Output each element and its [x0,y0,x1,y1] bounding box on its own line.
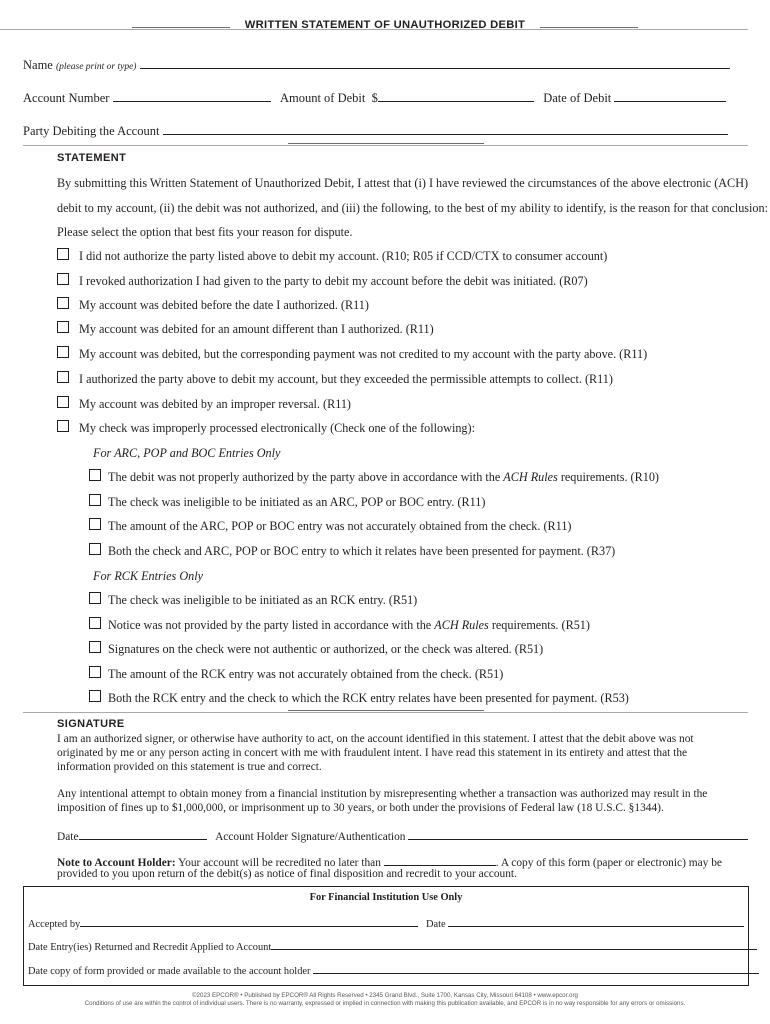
fi-accepted-input[interactable] [80,915,418,927]
rck-label-d: The amount of the RCK entry was not accurately obtained from the check. (R51) [108,667,504,681]
name-field-row [23,57,730,73]
debit-date-label: Date of Debit [543,91,612,105]
title-rule-right [540,27,638,28]
rck-label-e: Both the RCK entry and the check to which the RCK entry relates have been presented for payment. (R53) [108,691,629,705]
account-number-input[interactable] [113,90,271,102]
arc-label-a-em: ACH Rules [503,470,558,484]
fraud-warning-l1: Any intentional attempt to obtain money from a financial institution by misrepresenting whether a transaction was authorized may result in the [57,788,708,800]
fi-date-entry-label: Date Entry(ies) Returned and Recredit Applied to Account [28,942,272,953]
arc-label-b: The check was ineligible to be initiated as an ARC, POP or BOC entry. (R11) [108,495,486,509]
option-checkbox-5[interactable] [57,346,69,358]
amount-label: Amount of Debit [279,91,366,105]
page-title: WRITTEN STATEMENT OF UNAUTHORIZED DEBIT [244,19,526,31]
signature-date-label: Date [57,831,79,843]
arc-label-c: The amount of the ARC, POP or BOC entry was not accurately obtained from the check. (R11) [108,519,572,533]
footer-disclaimer: Conditions of use are within the control of individual users. There is no warranty, expressed or implied in connection with making this publication available, and EPCOR is in no way responsible for any errors or omissions. [84,1000,686,1007]
debit-date-input[interactable] [614,90,726,102]
note-text-b: . A copy of this form (paper or electronic) may be [495,857,722,869]
statement-instruction: Please select the option that best fits your reason for dispute. [57,225,353,239]
party-field-row [23,123,728,139]
arc-label-a [108,470,659,485]
signature-input[interactable] [408,828,748,840]
name-label: Name [23,58,53,72]
note-text-a: Your account will be recredited no later than [178,857,381,869]
rck-label-b-pre: Notice was not provided by the party listed in accordance with the [108,618,432,632]
name-hint: (please print or type) [55,62,137,72]
account-field-row [23,90,726,106]
party-label: Party Debiting the Account [23,124,160,138]
rck-label-b [108,618,590,633]
party-input[interactable] [163,123,728,135]
signature-divider [23,712,748,713]
option-checkbox-6[interactable] [57,371,69,383]
rck-checkbox-e[interactable] [89,690,101,702]
option-checkbox-1[interactable] [57,248,69,260]
statement-rule-center [288,143,484,144]
rck-label-b-em: ACH Rules [434,618,489,632]
fraud-warning-l2: imposition of fines up to $1,000,000, or imprisonment up to 30 years, or both under the provisions of Federal law (18 U.S.C. §1344). [57,802,664,814]
recredit-date-input[interactable] [384,854,496,866]
option-checkbox-3[interactable] [57,297,69,309]
signature-attest-l2: originated by me or any person acting in concert with me with fraudulent intent. I have read this statement in its entirety and attest that the [57,747,688,759]
statement-intro-line1: By submitting this Written Statement of Unauthorized Debit, I attest that (i) I have reviewed the circumstances of the above electronic (ACH) [57,176,749,190]
fi-date-entry-input[interactable] [271,938,757,950]
option-checkbox-4[interactable] [57,321,69,333]
rck-checkbox-a[interactable] [89,592,101,604]
statement-heading: STATEMENT [57,152,127,164]
arc-label-d: Both the check and ARC, POP or BOC entry to which it relates have been presented for payment. (R37) [108,544,616,558]
option-label-6: I authorized the party above to debit my account, but they exceeded the permissible attempts to collect. (R11) [79,372,613,386]
option-label-2: I revoked authorization I had given to the party to debit my account before the debit was initiated. (R07) [79,274,588,288]
fi-accepted-row [28,915,744,930]
option-label-1: I did not authorize the party listed above to debit my account. (R10; R05 if CCD/CTX to consumer account) [79,249,608,263]
arc-checkbox-c[interactable] [89,518,101,530]
option-label-4: My account was debited for an amount different than I authorized. (R11) [79,322,434,336]
rck-label-a: The check was ineligible to be initiated as an RCK entry. (R51) [108,593,418,607]
signature-row [57,828,748,844]
footer-copyright: ©2023 EPCOR® • Published by EPCOR® All Rights Reserved • 2345 Grand Blvd., Suite 1700, Kansas City, Missouri 64108 • www.epcor.org [192,992,578,999]
fi-date-input[interactable] [448,915,744,927]
option-checkbox-8[interactable] [57,420,69,432]
note-line2: provided to you upon return of the debit(s) as notice of final disposition and recredit to your account. [57,868,517,880]
fi-accepted-label: Accepted by [28,919,81,930]
signature-label: Account Holder Signature/Authentication [215,831,406,843]
fi-heading: For Financial Institution Use Only [309,892,463,903]
fi-date-copy-row [28,962,759,977]
rck-label-c: Signatures on the check were not authentic or authorized, or the check was altered. (R51) [108,642,544,656]
arc-checkbox-b[interactable] [89,494,101,506]
note-bold: Note to Account Holder: [57,857,176,869]
option-checkbox-7[interactable] [57,396,69,408]
arc-label-a-pre: The debit was not properly authorized by the party above in accordance with the [108,470,501,484]
account-number-label: Account Number [23,91,110,105]
top-divider [0,29,748,30]
option-label-3: My account was debited before the date I authorized. (R11) [79,298,369,312]
name-input[interactable] [140,57,730,69]
arc-checkbox-a[interactable] [89,469,101,481]
statement-intro-line2: debit to my account, (ii) the debit was not authorized, and (iii) the following, to the best of my ability to identify, is the reason for that conclusion: [57,201,768,215]
arc-subheading: For ARC, POP and BOC Entries Only [93,446,281,460]
amount-currency: $ [371,91,378,105]
rck-checkbox-d[interactable] [89,666,101,678]
statement-divider [23,145,748,146]
rck-subheading: For RCK Entries Only [93,569,204,583]
arc-label-a-post: requirements. (R10) [560,470,659,484]
option-label-5: My account was debited, but the corresponding payment was not credited to my account with the party above. (R11) [79,347,648,361]
fi-date-entry-row [28,938,757,953]
amount-input[interactable] [378,90,534,102]
option-label-8: My check was improperly processed electronically (Check one of the following): [79,421,475,435]
option-checkbox-2[interactable] [57,273,69,285]
fi-date-copy-label: Date copy of form provided or made available to the account holder [28,966,311,977]
signature-attest-l3: information provided on this statement is true and correct. [57,761,322,773]
signature-heading: SIGNATURE [57,718,125,730]
fi-date-copy-input[interactable] [313,962,759,974]
fi-date-label: Date [426,919,446,930]
signature-rule-center [288,710,484,711]
rck-checkbox-c[interactable] [89,641,101,653]
rck-label-b-post: requirements. (R51) [491,618,590,632]
signature-date-input[interactable] [79,828,207,840]
rck-checkbox-b[interactable] [89,617,101,629]
signature-attest-l1: I am an authorized signer, or otherwise have authority to act, on the account identified in this statement. I attest that the debit above was not [57,733,694,745]
option-label-7: My account was debited by an improper reversal. (R11) [79,397,351,411]
arc-checkbox-d[interactable] [89,543,101,555]
